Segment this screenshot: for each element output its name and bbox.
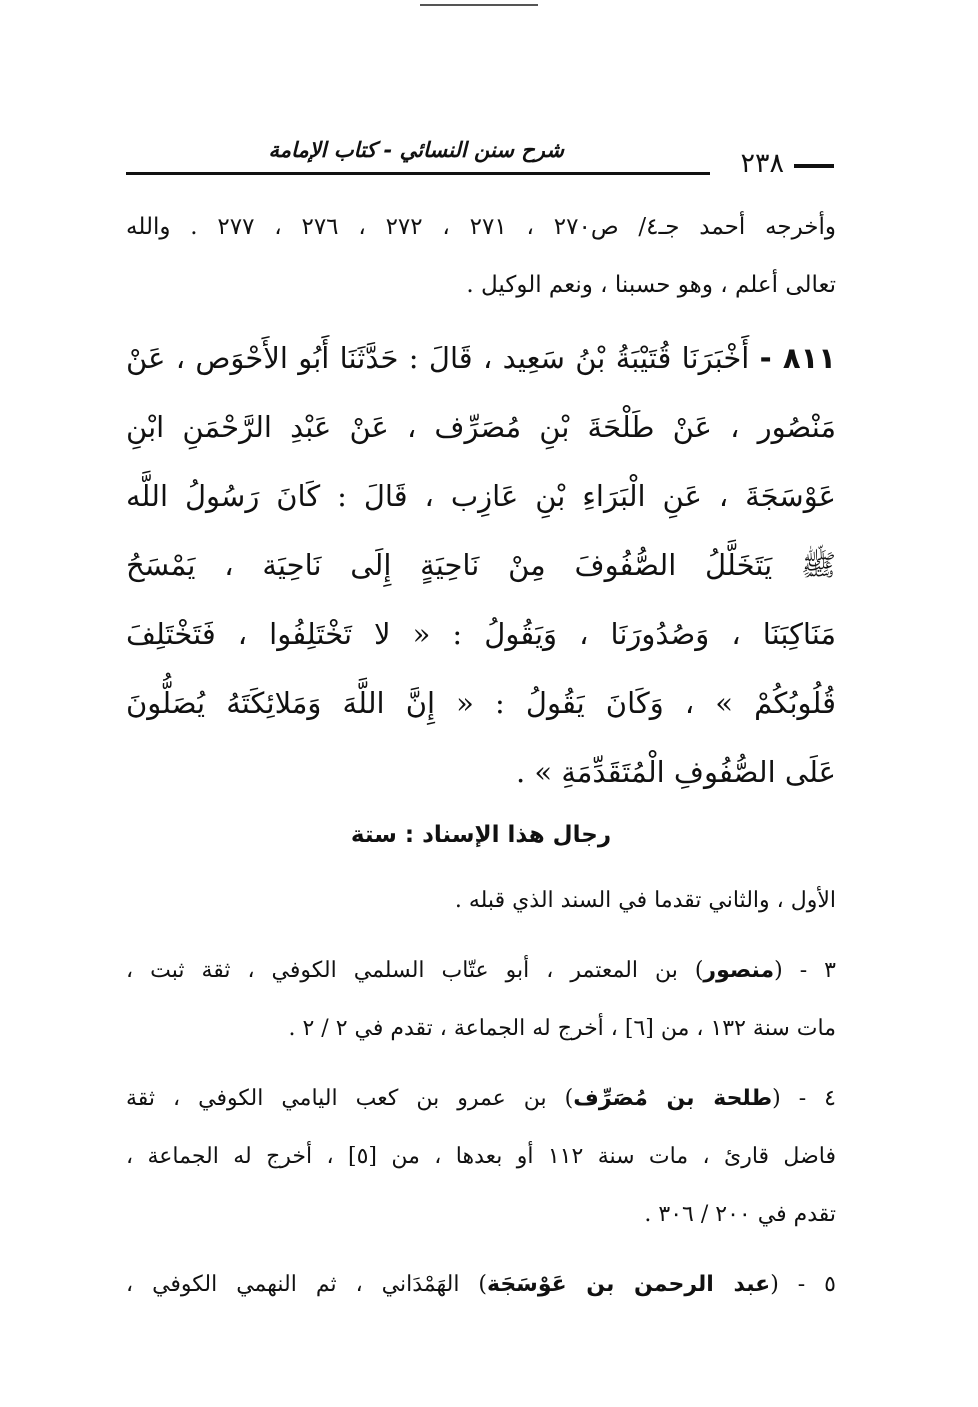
hadith-line: قُلُوبُكُمْ » ، وَكَانَ يَقُولُ : « إِنَّ اللَّهَ وَمَلائِكَتَهُ يُصَلُّونَ <box>126 686 836 720</box>
hadith-line <box>126 324 836 393</box>
hadith-line: ﷺ يَتَخَلَّلُ الصُّفُوفَ مِنْ نَاحِيَةٍ إِلَى نَاحِيَة ، يَمْسَحُ <box>126 548 836 582</box>
header-rule <box>126 172 710 175</box>
top-edge-mark <box>420 4 538 6</box>
narrator-entry-line: ٤ - (طلحة بن مُصَرِّف) بن عمرو بن كعب اليامي الكوفي ، ثقة <box>126 1086 836 1111</box>
hadith-number: ٨١١ - <box>759 341 836 375</box>
intro-paragraph <box>126 198 836 314</box>
page-number-dash <box>794 164 834 168</box>
narrators-intro-line: الأول ، والثاني تقدما في السند الذي قبله . <box>454 888 836 913</box>
narrator-entry-line: مات سنة ١٣٢ ، من [٦] ، أخرج له الجماعة ، تقدم في ٢ / ٢ . <box>288 1016 836 1041</box>
hadith-line: عَلَى الصُّفُوفِ الْمُتَقَدِّمَةِ » . <box>515 755 836 789</box>
header-title: شرح سنن النسائي - كتاب الإمامة <box>268 138 564 162</box>
section-heading: رجال هذا الإسناد : ستة <box>350 822 612 848</box>
running-header <box>126 128 834 188</box>
hadith-line: مَنْصُور ، عَنْ طَلْحَةَ بْنِ مُصَرِّف ، عَنْ عَبْدِ الرَّحْمَنِ ابْنِ <box>126 410 836 444</box>
hadith-paragraph <box>126 324 836 807</box>
narrator-name: طلحة بن مُصَرِّف <box>573 1086 773 1111</box>
narrator-entry-line: تقدم في ٢٠٠ / ٣٠٦ . <box>644 1202 836 1227</box>
narrator-entry-line: ٣ - (منصور) بن المعتمر ، أبو عتّاب السلمي الكوفي ، ثقة ثبت ، <box>126 958 836 983</box>
narrators-section <box>126 872 836 1314</box>
hadith-line: عَوْسَجَةَ ، عَنِ الْبَرَاءِ بْنِ عَازِب ، قَالَ : كَانَ رَسُولُ اللَّه <box>126 479 836 513</box>
narrator-entry-line: ٥ - (عبد الرحمن بن عَوْسَجَة) الهَمْدَاني ، ثم النهمي الكوفي ، <box>126 1272 836 1297</box>
page-number: ٢٣٨ <box>740 148 784 179</box>
text-line: تعالى أعلم ، وهو حسبنا ، ونعم الوكيل . <box>466 272 836 298</box>
narrator-entry-line: فاضل قارئ ، مات سنة ١١٢ أو بعدها ، من [٥] ، أخرج له الجماعة ، <box>126 1144 836 1169</box>
narrator-name: منصور <box>703 958 775 983</box>
hadith-line-text: أَخْبَرَنَا قُتَيْبَةُ بْنُ سَعِيد ، قَالَ : حَدَّثَنَا أَبُو الأَحْوَص ، عَنْ <box>126 341 750 375</box>
narrator-name: عبد الرحمن بن عَوْسَجَة <box>486 1272 771 1297</box>
text-line: وأخرجه أحمد جـ٤/ ص٢٧٠ ، ٢٧١ ، ٢٧٢ ، ٢٧٦ ، ٢٧٧ . والله <box>126 214 836 240</box>
hadith-line: مَنَاكِبَنَا ، وَصُدُورَنَا ، وَيَقُولُ : « لا تَخْتَلِفُوا ، فَتَخْتَلِفَ <box>126 617 836 651</box>
